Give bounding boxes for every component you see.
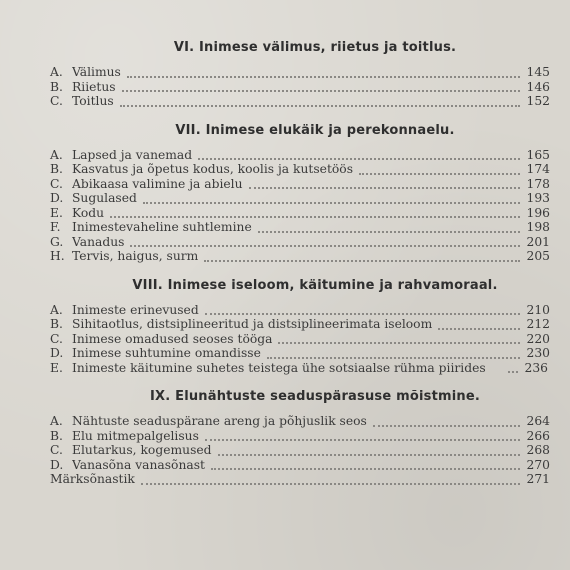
dot-leader <box>122 90 520 92</box>
entry-list <box>50 414 550 487</box>
entry-letter: C. <box>50 94 63 108</box>
entry-letter: E. <box>50 205 63 220</box>
entry-letter: B. <box>50 317 63 331</box>
entry-title: Toitlus <box>72 94 114 108</box>
entry-letter: E. <box>50 360 63 375</box>
toc-entry <box>50 317 550 332</box>
entry-letter: F. <box>50 220 61 234</box>
dot-leader <box>110 216 520 218</box>
entry-letter: A. <box>50 414 63 428</box>
entry-letter: G. <box>50 234 64 249</box>
entry-letter: A. <box>50 147 63 162</box>
entry-title: Märksõnastik <box>50 472 135 486</box>
dot-leader <box>204 260 520 262</box>
dot-leader <box>267 357 520 359</box>
dot-leader <box>438 328 520 330</box>
entry-page: 220 <box>526 331 550 346</box>
entry-page: 210 <box>526 302 550 317</box>
entry-page: 145 <box>526 65 550 79</box>
toc-entry <box>50 177 550 192</box>
entry-title: Inimese omadused seoses tööga <box>72 331 273 346</box>
entry-page: 205 <box>526 249 550 263</box>
dot-leader <box>278 342 520 344</box>
entry-list <box>50 148 550 264</box>
dot-leader <box>141 483 520 485</box>
dot-leader <box>120 105 520 107</box>
entry-title: Elu mitmepalgelisus <box>72 428 199 443</box>
entry-letter: D. <box>50 457 64 472</box>
entry-list <box>50 303 550 376</box>
entry-page: 268 <box>526 443 550 457</box>
entry-page: 230 <box>526 346 550 360</box>
entry-letter: C. <box>50 331 63 346</box>
dot-leader <box>359 173 520 175</box>
entry-page: 264 <box>526 414 550 428</box>
entry-title: Riietus <box>72 79 116 94</box>
entry-title: Inimestevaheline suhtlemine <box>72 220 252 234</box>
section-viii <box>50 278 550 376</box>
entry-page: 212 <box>526 317 550 331</box>
entry-letter: B. <box>50 428 63 443</box>
dot-leader <box>205 313 520 315</box>
entry-page: 165 <box>526 147 550 162</box>
section-title: VII. Inimese elukäik ja perekonnaelu. <box>175 122 455 138</box>
entry-title: Vanadus <box>72 234 125 249</box>
entry-title: Elutarkus, kogemused <box>72 443 212 457</box>
toc-entry <box>50 429 550 444</box>
toc-entry <box>50 162 550 177</box>
toc-entry <box>50 80 550 95</box>
entry-letter: B. <box>50 79 63 94</box>
table-of-contents <box>50 40 550 487</box>
toc-entry <box>50 235 550 250</box>
dot-leader <box>143 202 520 204</box>
entry-page: 178 <box>526 176 550 191</box>
entry-title: Sugulased <box>72 191 137 205</box>
entry-title: Kasvatus ja õpetus kodus, koolis ja kutsetöös <box>72 162 354 176</box>
toc-entry <box>50 332 550 347</box>
entry-page: 270 <box>526 457 550 472</box>
entry-letter: B. <box>50 162 63 176</box>
section-title: IX. Elunähtuste seaduspärasuse mõistmine. <box>149 389 481 404</box>
entry-title: Kodu <box>72 205 105 220</box>
toc-entry <box>50 220 550 235</box>
entry-title: Tervis, haigus, surm <box>72 249 199 263</box>
entry-letter: A. <box>50 302 63 317</box>
entry-letter: H. <box>50 249 65 263</box>
toc-entry <box>50 148 550 163</box>
toc-entry <box>50 94 550 109</box>
entry-page: 152 <box>526 94 550 108</box>
entry-page: 196 <box>526 205 550 220</box>
toc-entry <box>50 458 550 473</box>
entry-letter: C. <box>50 443 63 457</box>
section-title: VI. Inimese välimus, riietus ja toitlus. <box>173 40 457 55</box>
entry-letter: D. <box>50 191 64 205</box>
entry-page: 174 <box>526 162 550 176</box>
toc-entry <box>50 443 550 458</box>
entry-page: 271 <box>526 472 550 486</box>
dot-leader <box>198 158 520 160</box>
section-title: VIII. Inimese iseloom, käitumine ja rahvamoraal. <box>132 277 498 293</box>
entry-title: Lapsed ja vanemad <box>72 147 193 162</box>
section-vii <box>50 123 550 264</box>
entry-title: Inimeste käitumine suhetes teistega ühe sotsiaalse rühma piirides <box>72 360 486 375</box>
entry-title: Sihitaotlus, distsiplineeritud ja distsiplineerimata iseloom <box>72 317 433 331</box>
entry-letter: C. <box>50 176 63 191</box>
entry-title: Inimeste erinevused <box>72 302 199 317</box>
toc-entry <box>50 361 550 376</box>
entry-title: Vanasõna vanasõnast <box>72 457 205 472</box>
dot-leader <box>249 187 520 189</box>
dot-leader <box>127 76 520 78</box>
entry-page: 146 <box>526 79 550 94</box>
dot-leader <box>130 245 520 247</box>
entry-page: 266 <box>526 428 550 443</box>
entry-title: Abikaasa valimine ja abielu <box>72 176 243 191</box>
dot-leader <box>373 425 520 427</box>
toc-entry <box>50 206 550 221</box>
toc-entry-index <box>50 472 550 487</box>
entry-page: 236 <box>524 360 548 375</box>
toc-entry <box>50 303 550 318</box>
section-vi <box>50 40 550 109</box>
entry-letter: A. <box>50 65 63 79</box>
entry-title: Inimese suhtumine omandisse <box>72 346 261 360</box>
entry-page: 198 <box>526 220 550 234</box>
dot-leader <box>218 454 520 456</box>
toc-entry <box>50 346 550 361</box>
section-ix <box>50 389 550 487</box>
dot-leader <box>508 371 518 373</box>
entry-title: Nähtuste seaduspärane areng ja põhjuslik seos <box>72 414 367 428</box>
entry-page: 201 <box>526 234 550 249</box>
toc-entry <box>50 249 550 264</box>
dot-leader <box>211 468 520 470</box>
entry-letter: D. <box>50 346 64 360</box>
toc-entry <box>50 65 550 80</box>
dot-leader <box>205 439 520 441</box>
toc-entry <box>50 414 550 429</box>
toc-entry <box>50 191 550 206</box>
dot-leader <box>258 231 520 233</box>
entry-title: Välimus <box>72 65 121 79</box>
entry-list <box>50 65 550 109</box>
entry-page: 193 <box>526 191 550 205</box>
